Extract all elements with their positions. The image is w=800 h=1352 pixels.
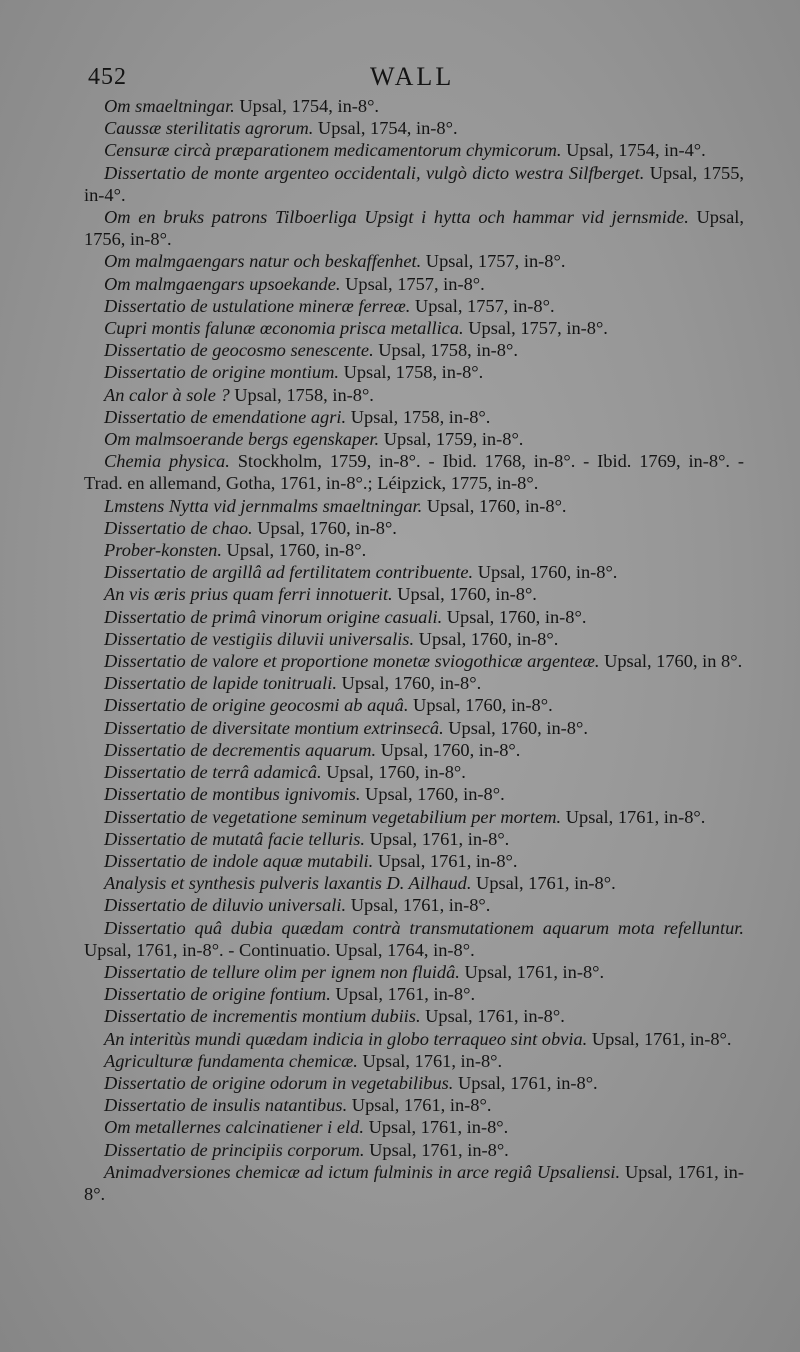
entry-title: An calor à sole ? bbox=[104, 384, 230, 405]
entry-imprint: Upsal, 1754, in-8°. bbox=[313, 118, 458, 139]
entry-title: Dissertatio de diversitate montium extrinsecâ. bbox=[104, 717, 444, 738]
entry-title: Chemia physica. bbox=[104, 451, 230, 472]
bibliography-entry bbox=[84, 850, 744, 872]
entry-title: Censuræ circà præparationem medicamentorum chymicorum. bbox=[104, 140, 562, 161]
bibliography-entry bbox=[84, 872, 744, 894]
bibliography-entry bbox=[84, 495, 744, 517]
entry-title: Dissertatio de valore et proportione monetæ sviogothicæ argenteæ. bbox=[104, 651, 600, 672]
bibliography-entry bbox=[84, 95, 744, 117]
entry-title: Dissertatio de vestigiis diluvii universalis. bbox=[104, 628, 415, 649]
bibliography-entry bbox=[84, 162, 744, 206]
entry-imprint: Upsal, 1757, in-8°. bbox=[410, 295, 555, 316]
bibliography-entry bbox=[84, 606, 744, 628]
entry-title: An vis æris prius quam ferri innotuerit. bbox=[104, 584, 393, 605]
page-header bbox=[88, 62, 748, 92]
page-number: 452 bbox=[88, 64, 127, 90]
entry-title: Dissertatio de emendatione agri. bbox=[104, 406, 347, 427]
bibliography-list bbox=[84, 95, 744, 1205]
entry-title: Dissertatio de tellure olim per ignem non fluidâ. bbox=[104, 961, 460, 982]
bibliography-entry bbox=[84, 583, 744, 605]
entry-imprint: Upsal, 1754, in-8°. bbox=[234, 96, 380, 116]
entry-imprint: Upsal, 1760, in-8°. bbox=[336, 673, 482, 694]
entry-imprint: Upsal, 1760, in-8°. bbox=[414, 628, 559, 649]
entry-imprint: Upsal, 1760, in 8°. bbox=[599, 651, 743, 672]
bibliography-entry bbox=[84, 339, 744, 361]
bibliography-entry bbox=[84, 650, 744, 672]
bibliography-entry bbox=[84, 317, 744, 339]
entry-imprint: Upsal, 1760, in-8°. bbox=[376, 739, 521, 760]
entry-title: Dissertatio de lapide tonitruali. bbox=[104, 673, 337, 694]
entry-title: Caussæ sterilitatis agrorum. bbox=[104, 118, 314, 139]
entry-title: Dissertatio de vegetatione seminum vegetabilium per mortem. bbox=[104, 806, 562, 827]
bibliography-entry bbox=[84, 961, 744, 983]
entry-imprint: Upsal, 1758, in-8°. bbox=[346, 406, 491, 427]
entry-title: Dissertatio de principiis corporum. bbox=[104, 1139, 365, 1160]
bibliography-entry bbox=[84, 117, 744, 139]
entry-title: Dissertatio de origine montium. bbox=[104, 362, 339, 383]
entry-imprint: Upsal, 1761, in-8°. bbox=[365, 828, 510, 849]
bibliography-entry bbox=[84, 739, 744, 761]
bibliography-entry bbox=[84, 273, 744, 295]
bibliography-entry bbox=[84, 783, 744, 805]
entry-imprint: Upsal, 1756, in-8°. bbox=[84, 207, 744, 250]
entry-title: Analysis et synthesis pulveris laxantis D. Ailhaud. bbox=[104, 873, 472, 894]
entry-imprint: Upsal, 1758, in-8°. bbox=[338, 362, 484, 383]
entry-title: Cupri montis falunæ œconomia prisca metallica. bbox=[104, 318, 464, 339]
entry-imprint: Upsal, 1761, in-8°. bbox=[357, 1050, 503, 1071]
entry-title: Dissertatio de argillâ ad fertilitatem contribuente. bbox=[104, 562, 474, 583]
entry-imprint: Stockholm, 1759, in-8°. - Ibid. 1768, in-8°. - Ibid. 1769, in-8°. - Trad. en allemand, Gotha, 1761, in-8°.; Léipzick, 1775, in-8°. bbox=[84, 451, 744, 494]
entry-title: Om malmsoerande bergs egenskaper. bbox=[104, 429, 380, 450]
entry-title: Prober-konsten. bbox=[104, 540, 222, 561]
bibliography-entry bbox=[84, 983, 744, 1005]
entry-title: Om metallernes calcinatiener i eld. bbox=[104, 1117, 364, 1138]
entry-imprint: Upsal, 1760, in-8°. bbox=[408, 695, 553, 716]
entry-title: Lmstens Nytta vid jernmalms smaeltningar. bbox=[104, 495, 423, 516]
entry-imprint: Upsal, 1761, in-8°. bbox=[84, 1161, 744, 1204]
entry-imprint: Upsal, 1755, in-4°. bbox=[84, 162, 745, 205]
entry-title: Dissertatio de incrementis montium dubiis. bbox=[104, 1006, 421, 1027]
bibliography-entry bbox=[84, 384, 744, 406]
entry-imprint: Upsal, 1760, in-8°. bbox=[252, 517, 397, 538]
entry-imprint: Upsal, 1757, in-8°. bbox=[421, 251, 566, 272]
entry-imprint: Upsal, 1761, in-8°. bbox=[471, 873, 616, 894]
bibliography-entry bbox=[84, 828, 744, 850]
bibliography-entry bbox=[84, 717, 744, 739]
entry-imprint: Upsal, 1758, in-8°. bbox=[229, 384, 374, 405]
entry-title: Dissertatio de montibus ignivomis. bbox=[104, 784, 361, 805]
entry-imprint: Upsal, 1761, in-8°. bbox=[346, 895, 491, 916]
entry-imprint: Upsal, 1761, in-8°. bbox=[373, 850, 518, 871]
entry-imprint: Upsal, 1761, in-8°. bbox=[453, 1072, 598, 1093]
entry-imprint: Upsal, 1758, in-8°. bbox=[373, 340, 518, 361]
entry-imprint: Upsal, 1761, in-8°. bbox=[459, 961, 605, 982]
entry-imprint: Upsal, 1761, in-8°. bbox=[330, 984, 476, 1005]
entry-imprint: Upsal, 1760, in-8°. bbox=[422, 495, 567, 516]
bibliography-entry bbox=[84, 806, 744, 828]
entry-title: Dissertatio de primâ vinorum origine casuali. bbox=[104, 606, 443, 627]
entry-title: Animadversiones chemicæ ad ictum fulminis in arce regiâ Upsaliensi. bbox=[104, 1161, 621, 1182]
entry-title: Dissertatio de indole aquæ mutabili. bbox=[104, 850, 374, 871]
entry-title: Agriculturæ fundamenta chemicæ. bbox=[104, 1050, 358, 1071]
entry-imprint: Upsal, 1760, in-8°. bbox=[360, 784, 505, 805]
bibliography-entry bbox=[84, 428, 744, 450]
entry-title: Dissertatio de insulis natantibus. bbox=[104, 1095, 348, 1116]
bibliography-entry bbox=[84, 1116, 744, 1138]
entry-title: Dissertatio de terrâ adamicâ. bbox=[104, 762, 322, 783]
entry-title: Om malmgaengars natur och beskaffenhet. bbox=[104, 251, 422, 272]
bibliography-entry bbox=[84, 672, 744, 694]
bibliography-entry bbox=[84, 1094, 744, 1116]
entry-imprint: Upsal, 1761, in-8°. bbox=[363, 1117, 509, 1138]
entry-title: Dissertatio de ustulatione mineræ ferreæ. bbox=[104, 295, 411, 316]
bibliography-entry bbox=[84, 295, 744, 317]
entry-imprint: Upsal, 1757, in-8°. bbox=[463, 318, 608, 339]
bibliography-entry bbox=[84, 761, 744, 783]
entry-title: Dissertatio de geocosmo senescente. bbox=[104, 340, 374, 361]
entry-imprint: Upsal, 1761, in-8°. bbox=[587, 1028, 732, 1049]
entry-title: Om malmgaengars upsoekande. bbox=[104, 273, 341, 294]
entry-title: Dissertatio de monte argenteo occidentali, vulgò dicto westra Silfberget. bbox=[104, 162, 645, 183]
bibliography-entry bbox=[84, 1028, 744, 1050]
entry-title: Dissertatio de origine odorum in vegetabilibus. bbox=[104, 1072, 454, 1093]
bibliography-entry bbox=[84, 561, 744, 583]
entry-imprint: Upsal, 1760, in-8°. bbox=[321, 762, 466, 783]
bibliography-entry bbox=[84, 628, 744, 650]
bibliography-entry bbox=[84, 1050, 744, 1072]
bibliography-entry bbox=[84, 517, 744, 539]
entry-imprint: Upsal, 1760, in-8°. bbox=[392, 584, 537, 605]
bibliography-entry bbox=[84, 1161, 744, 1205]
entry-title: Dissertatio de mutatâ facie telluris. bbox=[104, 828, 366, 849]
bibliography-entry bbox=[84, 917, 744, 961]
entry-title: Dissertatio de diluvio universali. bbox=[104, 895, 347, 916]
bibliography-entry bbox=[84, 139, 744, 161]
entry-imprint: Upsal, 1759, in-8°. bbox=[379, 429, 524, 450]
bibliography-entry bbox=[84, 894, 744, 916]
bibliography-entry bbox=[84, 1139, 744, 1161]
bibliography-entry bbox=[84, 694, 744, 716]
entry-imprint: Upsal, 1760, in-8°. bbox=[443, 717, 588, 738]
entry-imprint: Upsal, 1761, in-8°. bbox=[561, 806, 706, 827]
entry-imprint: Upsal, 1761, in-8°. bbox=[347, 1095, 492, 1116]
running-head: WALL bbox=[370, 62, 455, 91]
entry-title: Dissertatio de chao. bbox=[104, 517, 253, 538]
bibliography-entry bbox=[84, 206, 744, 250]
entry-imprint: Upsal, 1754, in-4°. bbox=[561, 140, 706, 161]
bibliography-entry bbox=[84, 450, 744, 494]
entry-title: Dissertatio quâ dubia quædam contrà transmutationem aquarum mota refelluntur. bbox=[104, 917, 744, 938]
entry-title: Dissertatio de decrementis aquarum. bbox=[104, 739, 377, 760]
entry-imprint: Upsal, 1760, in-8°. bbox=[473, 562, 618, 583]
entry-title: Dissertatio de origine fontium. bbox=[104, 984, 331, 1005]
bibliography-entry bbox=[84, 1072, 744, 1094]
entry-imprint: Upsal, 1760, in-8°. bbox=[442, 606, 587, 627]
bibliography-entry bbox=[84, 1005, 744, 1027]
entry-imprint: Upsal, 1757, in-8°. bbox=[340, 273, 485, 294]
entry-imprint: Upsal, 1760, in-8°. bbox=[221, 540, 367, 561]
entry-title: Dissertatio de origine geocosmi ab aquâ. bbox=[104, 695, 409, 716]
entry-title: Om smaeltningar. bbox=[104, 96, 235, 116]
entry-imprint: Upsal, 1761, in-8°. - Continuatio. Upsal, 1764, in-8°. bbox=[84, 939, 475, 960]
entry-title: Om en bruks patrons Tilboerliga Upsigt i hytta och hammar vid jernsmide. bbox=[104, 207, 689, 228]
entry-imprint: Upsal, 1761, in-8°. bbox=[420, 1006, 565, 1027]
bibliography-entry bbox=[84, 250, 744, 272]
entry-title: An interitùs mundi quædam indicia in globo terraqueo sint obvia. bbox=[104, 1028, 588, 1049]
bibliography-entry bbox=[84, 539, 744, 561]
bibliography-entry bbox=[84, 361, 744, 383]
entry-imprint: Upsal, 1761, in-8°. bbox=[364, 1139, 509, 1160]
bibliography-entry bbox=[84, 406, 744, 428]
